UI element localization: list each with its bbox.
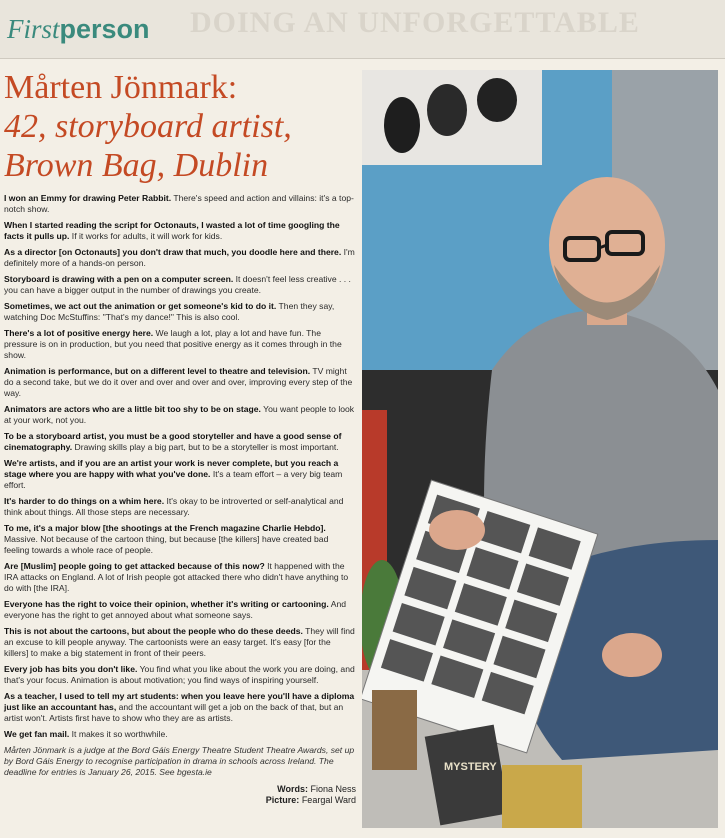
quote-lead: It's harder to do things on a whim here. <box>4 495 165 506</box>
quote-paragraph <box>4 328 356 362</box>
quote-lead: Animation is performance, but on a different level to theatre and television. <box>4 365 311 376</box>
quote-lead: As a teacher, I used to tell my art students: when you leave here you'll have a diploma just like an accountant has, <box>4 690 355 712</box>
quote-lead: Are [Muslim] people going to get attacked because of this now? <box>4 560 265 571</box>
article-column <box>4 62 356 832</box>
credits <box>4 784 356 806</box>
quote-paragraph <box>4 193 356 215</box>
quote-paragraph <box>4 561 356 595</box>
credit-words-name: Fiona Ness <box>307 784 356 795</box>
shoe-shape <box>427 84 467 136</box>
quote-body: If it works for adults, it will work for kids. <box>69 231 223 242</box>
quote-body: You want people to look at your work, not you. <box>4 403 355 425</box>
quote-lead: I won an Emmy for drawing Peter Rabbit. <box>4 193 172 203</box>
headline-role-line2: Brown Bag, Dublin <box>4 147 269 184</box>
credit-picture-name: Feargal Ward <box>299 795 356 806</box>
quote-body: Then they say, watching Doc McStuffins: "That's my dance!" This is also cool. <box>4 300 335 322</box>
headline-name: Mårten Jönmark: <box>4 69 238 106</box>
quote-lead: There's a lot of positive energy here. <box>4 327 154 338</box>
quote-lead: Storyboard is drawing with a pen on a computer screen. <box>4 273 234 284</box>
section-label-first: First <box>7 14 60 44</box>
quote-paragraph <box>4 599 356 621</box>
section-label <box>7 12 150 46</box>
quote-lead: Everyone has the right to voice their opinion, whether it's writing or cartooning. <box>4 598 329 609</box>
magazine-title: MYSTERY <box>444 761 497 773</box>
quote-body: Massive. Not because of the cartoon thing, but because [the killers] have created bad feeling towards a whole race of people. <box>4 533 329 555</box>
quote-lead: To me, it's a major blow [the shootings at the French magazine Charlie Hebdo]. <box>4 522 326 533</box>
quote-body: and the accountant will get a job on the back of that, but an artist won't. Artists first have to show who they are as artists. <box>4 701 344 724</box>
magazine <box>502 765 582 828</box>
quote-body: Drawing skills play a big part, but to be a storyteller is most important. <box>72 441 339 452</box>
credit-words-label: Words: <box>277 784 308 795</box>
quote-lead: As a director [on Octonauts] you don't draw that much, you doodle here and there. <box>4 246 342 257</box>
quote-lead: We're artists, and if you are an artist your work is never complete, but you reach a stage where you are happy with what you've done. <box>4 457 339 479</box>
quote-lead: To be a storyboard artist, you must be a good storyteller and have a good sense of cinematography. <box>4 430 342 452</box>
quote-body: There's speed and action and villains: it's a top-notch show. <box>4 193 354 215</box>
quote-lead: We get fan mail. <box>4 728 70 739</box>
masthead-ghost-text: DOING AN UNFORGETTABLE <box>190 6 640 39</box>
quote-lead: Animators are actors who are a little bit too shy to be on stage. <box>4 403 261 414</box>
quote-paragraph <box>4 301 356 323</box>
quote-paragraph <box>4 458 356 492</box>
quote-body: It makes it so worthwhile. <box>69 728 168 739</box>
quote-paragraph <box>4 220 356 242</box>
quote-paragraph <box>4 664 356 686</box>
quote-body: And everyone has the right to get annoyed about what someone says. <box>4 598 347 620</box>
quote-body: I'm definitely more of a hands-on person. <box>4 246 355 269</box>
credit-picture-label: Picture: <box>265 795 300 806</box>
quote-lead: When I started reading the script for Octonauts, I wasted a lot of time googling the facts it pulls up. <box>4 219 340 242</box>
right-hand <box>602 633 662 677</box>
footnote: Mårten Jönmark is a judge at the Bord Gáis Energy Theatre Student Theatre Awards, set up by Bord Gáis Energy to recognise participation in drama in schools across Ireland. The deadline for entries is January 26, 2015. See bgesta.ie <box>4 744 355 777</box>
masthead <box>0 0 725 59</box>
quote-paragraph <box>4 247 356 269</box>
shoe-shape <box>477 78 517 122</box>
quote-body: It's okay to be introverted or self-analytical and think about things. All those steps are necessary. <box>4 495 344 517</box>
quote-paragraph <box>4 691 356 725</box>
quote-body: It doesn't feel less creative . . . you can have a bigger output in the number of drawings you create. <box>4 273 351 295</box>
credit-picture <box>4 795 356 806</box>
quote-paragraph <box>4 274 356 296</box>
quote-body: It happened with the IRA attacks on England. A lot of Irish people got attacked there who didn't have anything to do with [the IRA]. <box>4 560 349 594</box>
portrait-illustration <box>362 70 718 828</box>
headline-role-line1: 42, storyboard artist, <box>4 108 292 145</box>
left-hand <box>429 510 485 550</box>
quote-paragraph <box>4 404 356 426</box>
section-label-person: person <box>59 14 150 44</box>
quote-body: It's a team effort – a very big team effort. <box>4 468 343 490</box>
quote-body: TV might do a second take, but we do it over and over and over and over, improving every step of the way. <box>4 365 353 399</box>
quote-paragraph <box>4 366 356 400</box>
quote-paragraph <box>4 626 356 660</box>
quote-body: We laugh a lot, play a lot and have fun. The pressure is on in production, but you need that positive energy as it comes through in the show. <box>4 327 342 360</box>
headline <box>4 68 356 185</box>
quote-lead: This is not about the cartoons, but about the people who do these deeds. <box>4 625 303 636</box>
credit-words <box>4 784 356 795</box>
quote-paragraph <box>4 431 356 453</box>
toy-chair <box>372 690 417 770</box>
quote-paragraph <box>4 729 356 740</box>
quote-paragraph <box>4 496 356 518</box>
shoe-shape <box>384 97 420 153</box>
quote-body: They will find an excuse to kill people anyway. The cartoonists were an easy target. It's easy [for the killers] to make a big statement in front of their peers. <box>4 625 355 659</box>
quote-lead: Every job has bits you don't like. <box>4 663 138 674</box>
portrait-photo <box>362 70 718 828</box>
quote-paragraph <box>4 523 356 557</box>
quote-lead: Sometimes, we act out the animation or get someone's kid to do it. <box>4 300 277 311</box>
quote-body: You find what you like about the work you are doing, and that's your focus. Animation is about motivation; you find ways of inspiring yourself. <box>4 663 355 686</box>
